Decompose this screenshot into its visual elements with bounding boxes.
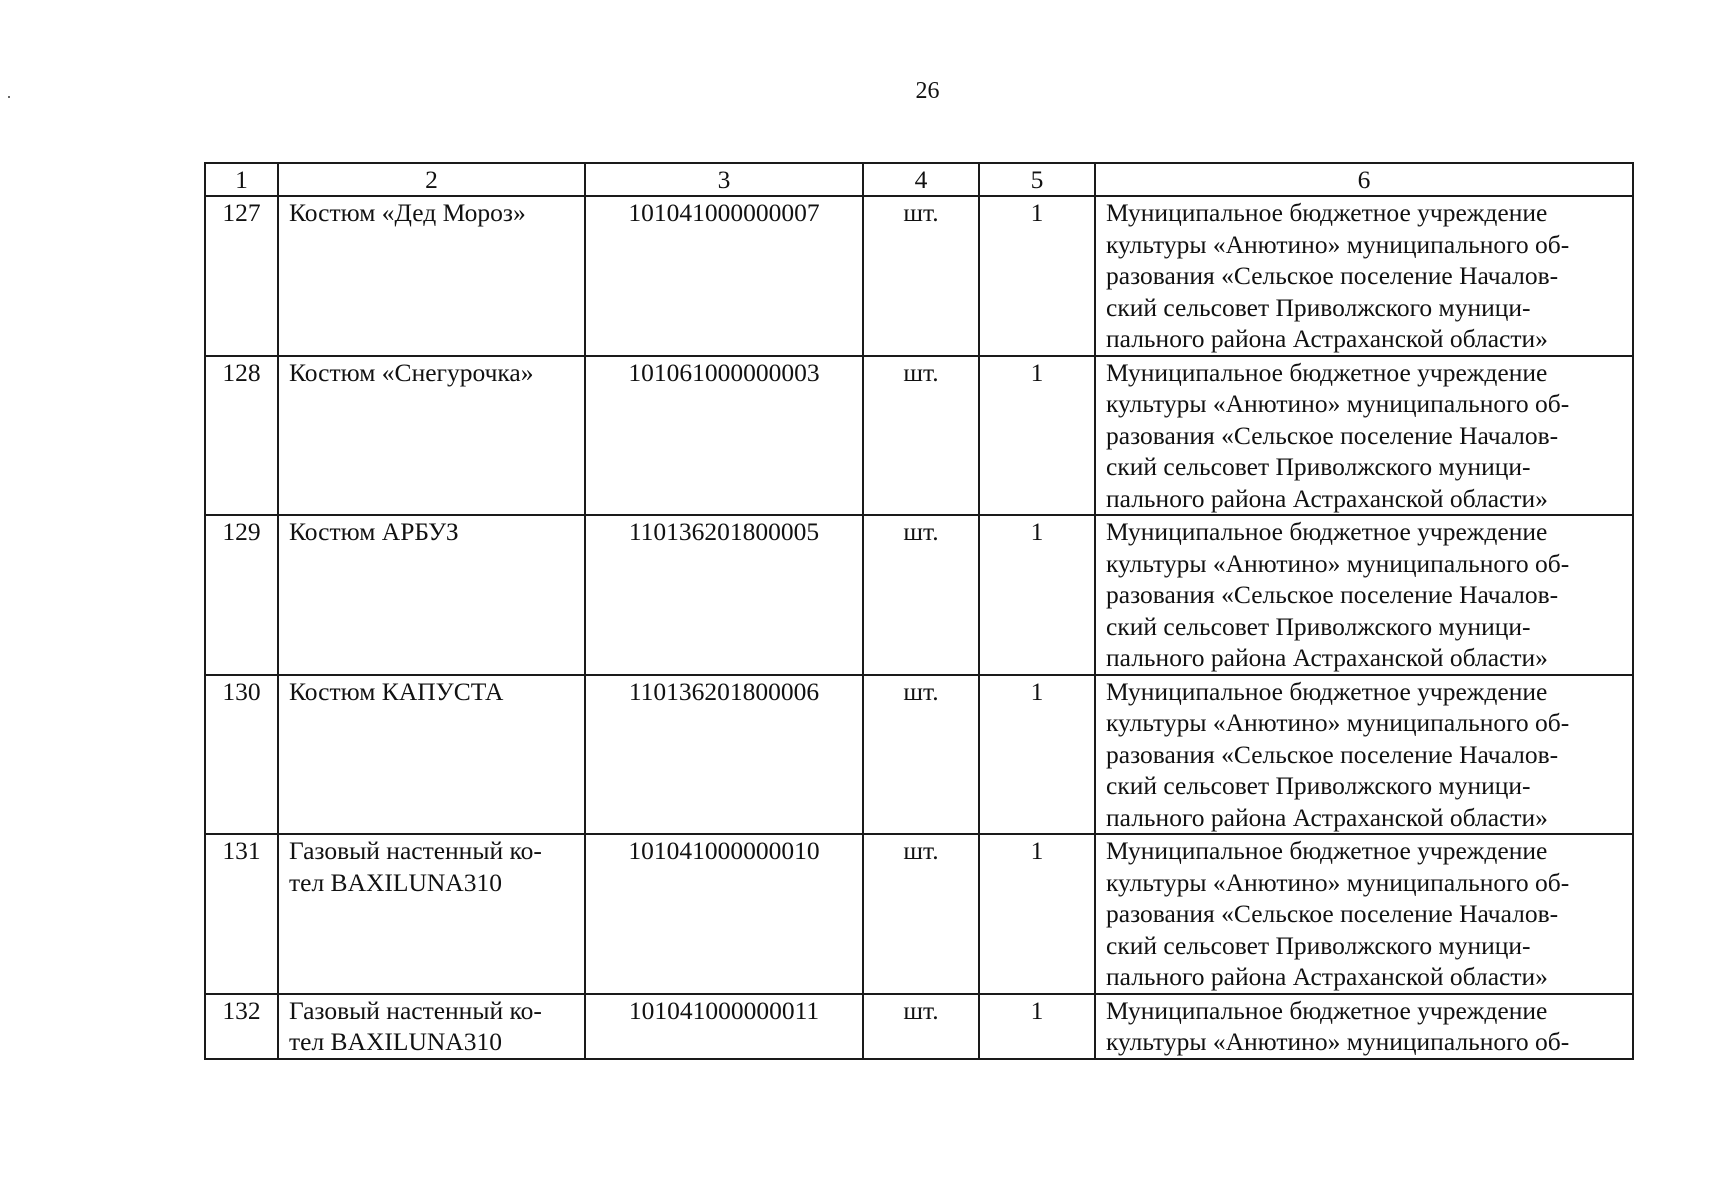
inventory-code-cell: 101041000000007 — [585, 196, 863, 356]
property-registry-table — [204, 162, 1634, 1060]
owner-line: ский сельсовет Приволжского муници- — [1106, 452, 1531, 481]
owner-line: разования «Сельское поселение Началов- — [1106, 899, 1559, 928]
owner-cell — [1095, 515, 1633, 675]
item-name-line: Костюм «Снегурочка» — [289, 357, 534, 387]
owner-line: разования «Сельское поселение Началов- — [1106, 580, 1559, 609]
table-row — [205, 356, 1633, 516]
row-number-cell: 130 — [205, 675, 278, 835]
owner-line: Муниципальное бюджетное учреждение — [1106, 836, 1548, 865]
table-row — [205, 196, 1633, 356]
page-number: 26 — [915, 78, 940, 104]
table-header-row — [205, 163, 1633, 196]
table-body — [205, 196, 1633, 1059]
row-number-cell: 129 — [205, 515, 278, 675]
owner-line: культуры «Анютино» муниципального об- — [1106, 548, 1570, 578]
owner-line: пального района Астраханской области» — [1106, 483, 1548, 513]
quantity-cell: 1 — [979, 196, 1095, 356]
unit-cell: шт. — [863, 834, 979, 994]
table-row — [205, 675, 1633, 835]
owner-cell — [1095, 356, 1633, 516]
owner-line: культуры «Анютино» муниципального об- — [1106, 867, 1570, 897]
owner-line: ский сельсовет Приволжского муници- — [1106, 930, 1531, 960]
owner-line: разования «Сельское поселение Началов- — [1106, 739, 1559, 769]
item-name-cell — [278, 196, 585, 356]
row-number-cell: 128 — [205, 356, 278, 516]
column-header-5: 5 — [979, 163, 1095, 196]
quantity-cell: 1 — [979, 994, 1095, 1059]
owner-line: культуры «Анютино» муниципального об- — [1106, 229, 1570, 259]
column-header-6: 6 — [1095, 163, 1633, 196]
owner-line: культуры «Анютино» муниципального об- — [1106, 389, 1570, 418]
item-name-cell — [278, 834, 585, 994]
quantity-cell: 1 — [979, 834, 1095, 994]
owner-line: Муниципальное бюджетное учреждение — [1106, 198, 1548, 227]
table-row — [205, 834, 1633, 994]
owner-cell — [1095, 994, 1633, 1059]
column-header-2: 2 — [278, 163, 585, 196]
owner-line: Муниципальное бюджетное учреждение — [1106, 517, 1548, 546]
owner-line: пального района Астраханской области» — [1106, 962, 1548, 991]
owner-line: Муниципальное бюджетное учреждение — [1106, 995, 1548, 1025]
item-name-cell — [278, 675, 585, 835]
item-name-cell — [278, 515, 585, 675]
owner-line: пального района Астраханской области» — [1106, 643, 1548, 672]
item-name-cell — [278, 356, 585, 516]
item-name-cell — [278, 994, 585, 1059]
owner-line: пального района Астраханской области» — [1106, 802, 1548, 832]
table-row — [205, 994, 1633, 1059]
quantity-cell: 1 — [979, 356, 1095, 516]
row-number-cell: 131 — [205, 834, 278, 994]
owner-line: пального района Астраханской области» — [1106, 324, 1548, 353]
owner-cell — [1095, 675, 1633, 835]
owner-line: ский сельсовет Приволжского муници- — [1106, 771, 1531, 800]
item-name-line: Костюм «Дед Мороз» — [289, 198, 526, 227]
owner-line: культуры «Анютино» муниципального об- — [1106, 1027, 1570, 1056]
quantity-cell: 1 — [979, 675, 1095, 835]
inventory-code-cell: 101061000000003 — [585, 356, 863, 516]
unit-cell: шт. — [863, 196, 979, 356]
inventory-code-cell: 101041000000010 — [585, 834, 863, 994]
owner-line: ский сельсовет Приволжского муници- — [1106, 292, 1531, 322]
unit-cell: шт. — [863, 675, 979, 835]
inventory-code-cell: 101041000000011 — [585, 994, 863, 1059]
row-number-cell: 127 — [205, 196, 278, 356]
owner-line: разования «Сельское поселение Началов- — [1106, 420, 1559, 450]
item-name-line: Газовый настенный ко- — [289, 836, 542, 865]
owner-line: Муниципальное бюджетное учреждение — [1106, 676, 1548, 706]
row-number-cell: 132 — [205, 994, 278, 1059]
inventory-code-cell: 110136201800005 — [585, 515, 863, 675]
owner-cell — [1095, 834, 1633, 994]
column-header-1: 1 — [205, 163, 278, 196]
scan-speck — [8, 96, 10, 98]
column-header-4: 4 — [863, 163, 979, 196]
quantity-cell: 1 — [979, 515, 1095, 675]
item-name-line: тел BAXILUNA310 — [289, 867, 502, 897]
unit-cell: шт. — [863, 356, 979, 516]
owner-cell — [1095, 196, 1633, 356]
item-name-line: Костюм АРБУЗ — [289, 517, 459, 546]
item-name-line: Газовый настенный ко- — [289, 995, 542, 1025]
owner-line: Муниципальное бюджетное учреждение — [1106, 357, 1548, 387]
item-name-line: тел BAXILUNA310 — [289, 1027, 502, 1056]
unit-cell: шт. — [863, 994, 979, 1059]
inventory-code-cell: 110136201800006 — [585, 675, 863, 835]
item-name-line: Костюм КАПУСТА — [289, 676, 504, 706]
owner-line: разования «Сельское поселение Началов- — [1106, 261, 1559, 290]
unit-cell: шт. — [863, 515, 979, 675]
owner-line: ский сельсовет Приволжского муници- — [1106, 611, 1531, 641]
table-row — [205, 515, 1633, 675]
owner-line: культуры «Анютино» муниципального об- — [1106, 708, 1570, 737]
column-header-3: 3 — [585, 163, 863, 196]
